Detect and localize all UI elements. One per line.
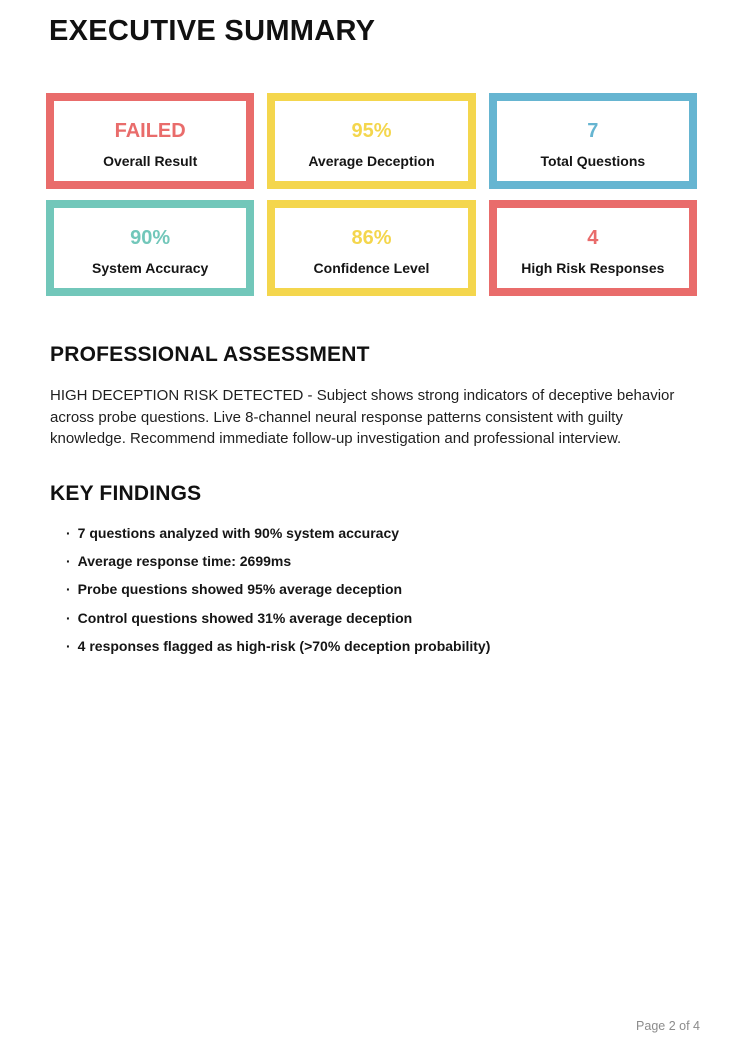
key-finding-item [66, 575, 697, 603]
stat-card-system-accuracy [46, 200, 254, 296]
key-finding-text: Average response time: 2699ms [77, 552, 292, 569]
stat-value: 7 [587, 119, 599, 142]
key-finding-text: 4 responses flagged as high-risk (>70% deception probability) [77, 638, 491, 655]
bullet-glyph: · [66, 638, 71, 655]
key-finding-item [66, 604, 697, 632]
stat-value: 90% [130, 226, 171, 249]
bullet-glyph: · [66, 581, 71, 598]
key-finding-text: Control questions showed 31% average deception [77, 609, 413, 626]
key-finding-item [66, 519, 697, 547]
key-finding-text: Probe questions showed 95% average deception [77, 581, 403, 598]
stat-card-total-questions [489, 93, 697, 189]
key-finding-item [66, 547, 697, 575]
key-finding-text: 7 questions analyzed with 90% system accuracy [77, 524, 400, 541]
stat-card-overall-result [46, 93, 254, 189]
stat-cards-grid [46, 93, 697, 296]
stat-card-average-deception [267, 93, 475, 189]
professional-assessment-heading: PROFESSIONAL ASSESSMENT [50, 343, 370, 366]
stat-label: System Accuracy [92, 259, 209, 276]
bullet-glyph: · [66, 524, 71, 541]
stat-label: Confidence Level [313, 259, 430, 276]
stat-value: 4 [587, 226, 599, 249]
stat-value: FAILED [114, 119, 186, 142]
stat-card-high-risk-responses [489, 200, 697, 296]
bullet-glyph: · [66, 609, 71, 626]
stat-label: Overall Result [103, 152, 198, 169]
key-findings-heading: KEY FINDINGS [50, 481, 202, 505]
report-page [0, 16, 743, 661]
key-findings-list [46, 519, 697, 661]
stat-label: Average Deception [308, 152, 435, 169]
stat-card-confidence-level [267, 200, 475, 296]
stat-value: 86% [351, 226, 392, 249]
professional-assessment-body: HIGH DECEPTION RISK DETECTED - Subject shows strong indicators of deceptive behavior across probe questions. Live 8-channel neural response patterns consistent with guilty knowledge. Recommend immediate follow-up investigation and professional interview. [50, 387, 675, 447]
key-finding-item [66, 632, 697, 660]
stat-value: 95% [351, 119, 392, 142]
page-number: Page 2 of 4 [636, 1019, 700, 1033]
stat-label: Total Questions [540, 152, 646, 169]
stat-label: High Risk Responses [521, 259, 665, 276]
page-title: EXECUTIVE SUMMARY [49, 15, 376, 47]
bullet-glyph: · [66, 552, 71, 569]
